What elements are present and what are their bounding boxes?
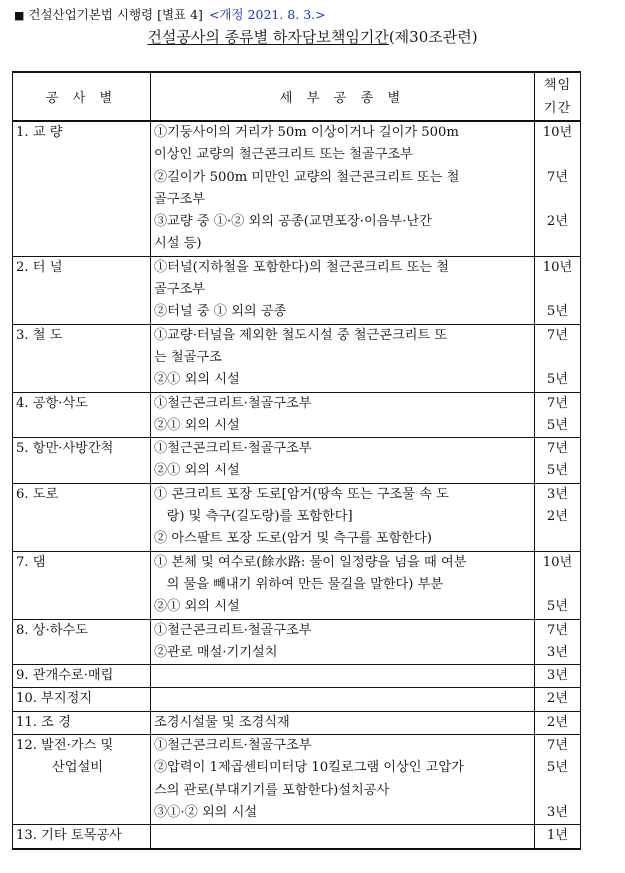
detail-work-line: ① 본체 및 여수로(餘水路: 물이 일정량을 넘을 때 여분	[154, 554, 467, 570]
warranty-period-value	[535, 144, 580, 166]
header-period-line1: 책임	[543, 77, 572, 93]
table-row	[13, 551, 581, 619]
detail-work-line	[154, 665, 534, 687]
detail-work-cell	[151, 483, 535, 551]
warranty-period-cell	[535, 551, 581, 619]
table-row	[13, 825, 581, 849]
detail-work-cell	[151, 256, 535, 301]
warranty-period-cell	[535, 825, 581, 849]
warranty-period-value: 7년	[546, 622, 569, 638]
warranty-period-cell	[535, 301, 581, 324]
table-header-row	[13, 72, 581, 121]
table-row	[13, 619, 581, 665]
table-row	[13, 735, 581, 825]
detail-work-line: 의 물을 빼내기 위하여 만든 물길을 말한다) 부분	[154, 576, 444, 592]
warranty-period-cell	[535, 688, 581, 711]
warranty-period-cell	[535, 167, 581, 212]
table-row	[13, 301, 581, 324]
detail-work-line: ②① 외의 시설	[154, 599, 240, 615]
detail-work-line: ③①·② 외의 시설	[154, 804, 258, 820]
warranty-period-value: 3년	[546, 486, 569, 502]
construction-type-label: 12. 발전·가스 및	[16, 738, 114, 754]
detail-work-cell	[151, 369, 535, 392]
table-row	[13, 121, 581, 167]
detail-work-line: ②압력이 1제곱센티미터당 10킬로그램 이상인 고압가	[154, 760, 464, 776]
warranty-period-value: 5년	[546, 599, 569, 615]
header-period-line2: 기간	[543, 100, 572, 116]
detail-work-cell	[151, 392, 535, 438]
detail-work-line: ②① 외의 시설	[154, 372, 240, 388]
construction-type-label: 5. 항만·사방간척	[16, 441, 114, 457]
construction-type-label: 3. 철 도	[16, 327, 63, 343]
detail-work-line: ②터널 중 ① 외의 공종	[154, 304, 287, 320]
warranty-period-cell	[535, 324, 581, 369]
construction-type-label-line2: 산업설비	[52, 760, 103, 776]
detail-work-line: ①철근콘크리트·철골구조부	[154, 738, 312, 754]
warranty-period-value: 7년	[546, 738, 569, 754]
warranty-period-cell	[535, 665, 581, 688]
detail-work-line	[154, 688, 534, 710]
construction-type-label: 8. 상·하수도	[16, 622, 88, 638]
detail-work-line: ①교량·터널을 제외한 철도시설 중 철근콘크리트 또	[154, 327, 448, 343]
construction-type-cell	[13, 665, 151, 688]
detail-work-cell	[151, 324, 535, 369]
detail-work-line: ①터널(지하철을 포함한다)의 철근콘크리트 또는 철	[154, 259, 450, 275]
detail-work-line: 이상인 교량의 철근콘크리트 또는 철골구조부	[154, 147, 413, 163]
warranty-period-value: 3년	[546, 644, 569, 660]
header-detail-work: 세 부 공 종 별	[151, 72, 535, 121]
detail-work-line: 조경시설물 및 조경식재	[154, 714, 290, 730]
construction-type-cell	[13, 688, 151, 711]
detail-work-cell	[151, 711, 535, 734]
warranty-period-value: 5년	[546, 304, 569, 320]
warranty-period-value	[535, 780, 580, 802]
warranty-period-value	[535, 574, 580, 596]
table-row	[13, 392, 581, 438]
construction-type-cell	[13, 167, 151, 212]
warranty-period-value: 3년	[546, 668, 569, 684]
detail-work-cell	[151, 551, 535, 619]
warranty-period-value: 7년	[546, 327, 569, 343]
detail-work-line: ②관로 매설·기기설치	[154, 644, 278, 660]
detail-work-line: ①철근콘크리트·철골구조부	[154, 622, 312, 638]
construction-type-label: 7. 댐	[16, 554, 46, 570]
square-bullet-icon: ■	[14, 9, 25, 22]
warranty-period-value: 3년	[546, 804, 569, 820]
warranty-period-value	[535, 347, 580, 369]
warranty-period-value: 7년	[546, 169, 569, 185]
warranty-period-value	[535, 189, 580, 211]
construction-type-cell	[13, 483, 151, 551]
construction-type-label: 11. 조 경	[16, 714, 71, 730]
title-sub: (제30조관련)	[388, 28, 478, 46]
construction-type-label: 10. 부지정지	[16, 691, 93, 707]
detail-work-line	[154, 825, 534, 847]
construction-type-cell	[13, 301, 151, 324]
construction-type-cell	[13, 256, 151, 301]
warranty-period-value: 1년	[546, 828, 569, 844]
detail-work-cell	[151, 167, 535, 212]
page-title	[0, 27, 625, 47]
detail-work-cell	[151, 121, 535, 167]
warranty-period-value: 7년	[546, 441, 569, 457]
detail-work-line: ①철근콘크리트·철골구조부	[154, 395, 312, 411]
warranty-period-value: 5년	[546, 372, 569, 388]
table-row	[13, 167, 581, 212]
detail-work-cell	[151, 301, 535, 324]
warranty-period-cell	[535, 256, 581, 301]
construction-type-cell	[13, 619, 151, 665]
detail-work-cell	[151, 825, 535, 849]
law-name: 건설산업기본법 시행령 [별표 4]	[28, 7, 203, 22]
detail-work-line: 는 철골구조	[154, 349, 222, 365]
detail-work-cell	[151, 211, 535, 256]
construction-type-cell	[13, 324, 151, 369]
title-main: 건설공사의 종류별 하자담보책임기간	[147, 28, 389, 46]
warranty-period-cell	[535, 392, 581, 438]
detail-work-line: 골구조부	[154, 191, 205, 207]
warranty-period-cell	[535, 121, 581, 167]
warranty-period-value	[535, 233, 580, 255]
table-row	[13, 438, 581, 484]
table-body	[13, 121, 581, 849]
detail-work-line: 스의 관로(부대기기를 포함한다)설치공사	[154, 782, 390, 798]
table-row	[13, 483, 581, 551]
table-row	[13, 711, 581, 734]
construction-type-cell	[13, 211, 151, 256]
construction-type-cell	[13, 369, 151, 392]
table-row	[13, 211, 581, 256]
construction-type-cell	[13, 825, 151, 849]
warranty-period-value: 5년	[546, 760, 569, 776]
table-row	[13, 324, 581, 369]
detail-work-line: ② 아스팔트 포장 도로(암거 및 측구를 포함한다)	[154, 531, 432, 547]
detail-work-cell	[151, 735, 535, 825]
warranty-period-value: 7년	[546, 395, 569, 411]
law-reference-line	[14, 6, 614, 25]
warranty-period-value: 2년	[546, 714, 569, 730]
detail-work-cell	[151, 619, 535, 665]
construction-type-label: 6. 도로	[16, 486, 59, 502]
warranty-period-value	[535, 528, 580, 550]
table-row	[13, 688, 581, 711]
detail-work-line: 랑) 및 측구(길도랑)를 포함한다]	[154, 509, 353, 525]
detail-work-cell	[151, 688, 535, 711]
header-warranty-period	[535, 72, 581, 121]
header-construction-type: 공 사 별	[13, 72, 151, 121]
warranty-period-cell	[535, 369, 581, 392]
detail-work-cell	[151, 438, 535, 484]
warranty-period-value: 10년	[542, 259, 573, 275]
construction-type-cell	[13, 438, 151, 484]
warranty-period-value: 2년	[546, 509, 569, 525]
construction-type-label: 2. 터 널	[16, 259, 63, 275]
table-row	[13, 369, 581, 392]
warranty-period-cell	[535, 735, 581, 825]
construction-type-cell	[13, 551, 151, 619]
table-row	[13, 665, 581, 688]
detail-work-line: ③교량 중 ①·② 외의 공종(교면포장·이음부·난간	[154, 214, 432, 230]
detail-work-line: 시설 등)	[154, 236, 202, 252]
warranty-period-value	[535, 279, 580, 301]
construction-type-cell	[13, 735, 151, 825]
warranty-period-value: 5년	[546, 417, 569, 433]
construction-type-cell	[13, 392, 151, 438]
warranty-period-cell	[535, 711, 581, 734]
construction-type-cell	[13, 121, 151, 167]
warranty-period-value: 10년	[542, 554, 573, 570]
warranty-period-value: 2년	[546, 214, 569, 230]
detail-work-line: ① 콘크리트 포장 도로[암거(땅속 또는 구조물 속 도	[154, 486, 449, 502]
detail-work-cell	[151, 665, 535, 688]
construction-type-label: 4. 공항·삭도	[16, 395, 88, 411]
construction-type-cell	[13, 711, 151, 734]
revision-date: <개정 2021. 8. 3.>	[208, 7, 326, 22]
construction-type-label: 1. 교 량	[16, 125, 63, 140]
detail-work-line: ②길이가 500m 미만인 교량의 철근콘크리트 또는 철	[154, 169, 460, 185]
detail-work-line: 골구조부	[154, 282, 205, 298]
construction-type-label: 13. 기타 토목공사	[16, 828, 122, 844]
warranty-period-value: 2년	[546, 691, 569, 707]
warranty-period-cell	[535, 211, 581, 256]
warranty-period-value: 5년	[546, 463, 569, 479]
detail-work-line: ①철근콘크리트·철골구조부	[154, 441, 312, 457]
table-row	[13, 256, 581, 301]
warranty-period-value: 10년	[542, 125, 573, 140]
detail-work-line: ①기둥사이의 거리가 50m 이상이거나 길이가 500m	[154, 125, 459, 140]
construction-type-label: 9. 관개수로·매립	[16, 668, 114, 684]
warranty-period-table	[12, 71, 581, 850]
warranty-period-cell	[535, 619, 581, 665]
detail-work-line: ②① 외의 시설	[154, 463, 240, 479]
detail-work-line: ②① 외의 시설	[154, 417, 240, 433]
warranty-period-cell	[535, 438, 581, 484]
warranty-period-cell	[535, 483, 581, 551]
